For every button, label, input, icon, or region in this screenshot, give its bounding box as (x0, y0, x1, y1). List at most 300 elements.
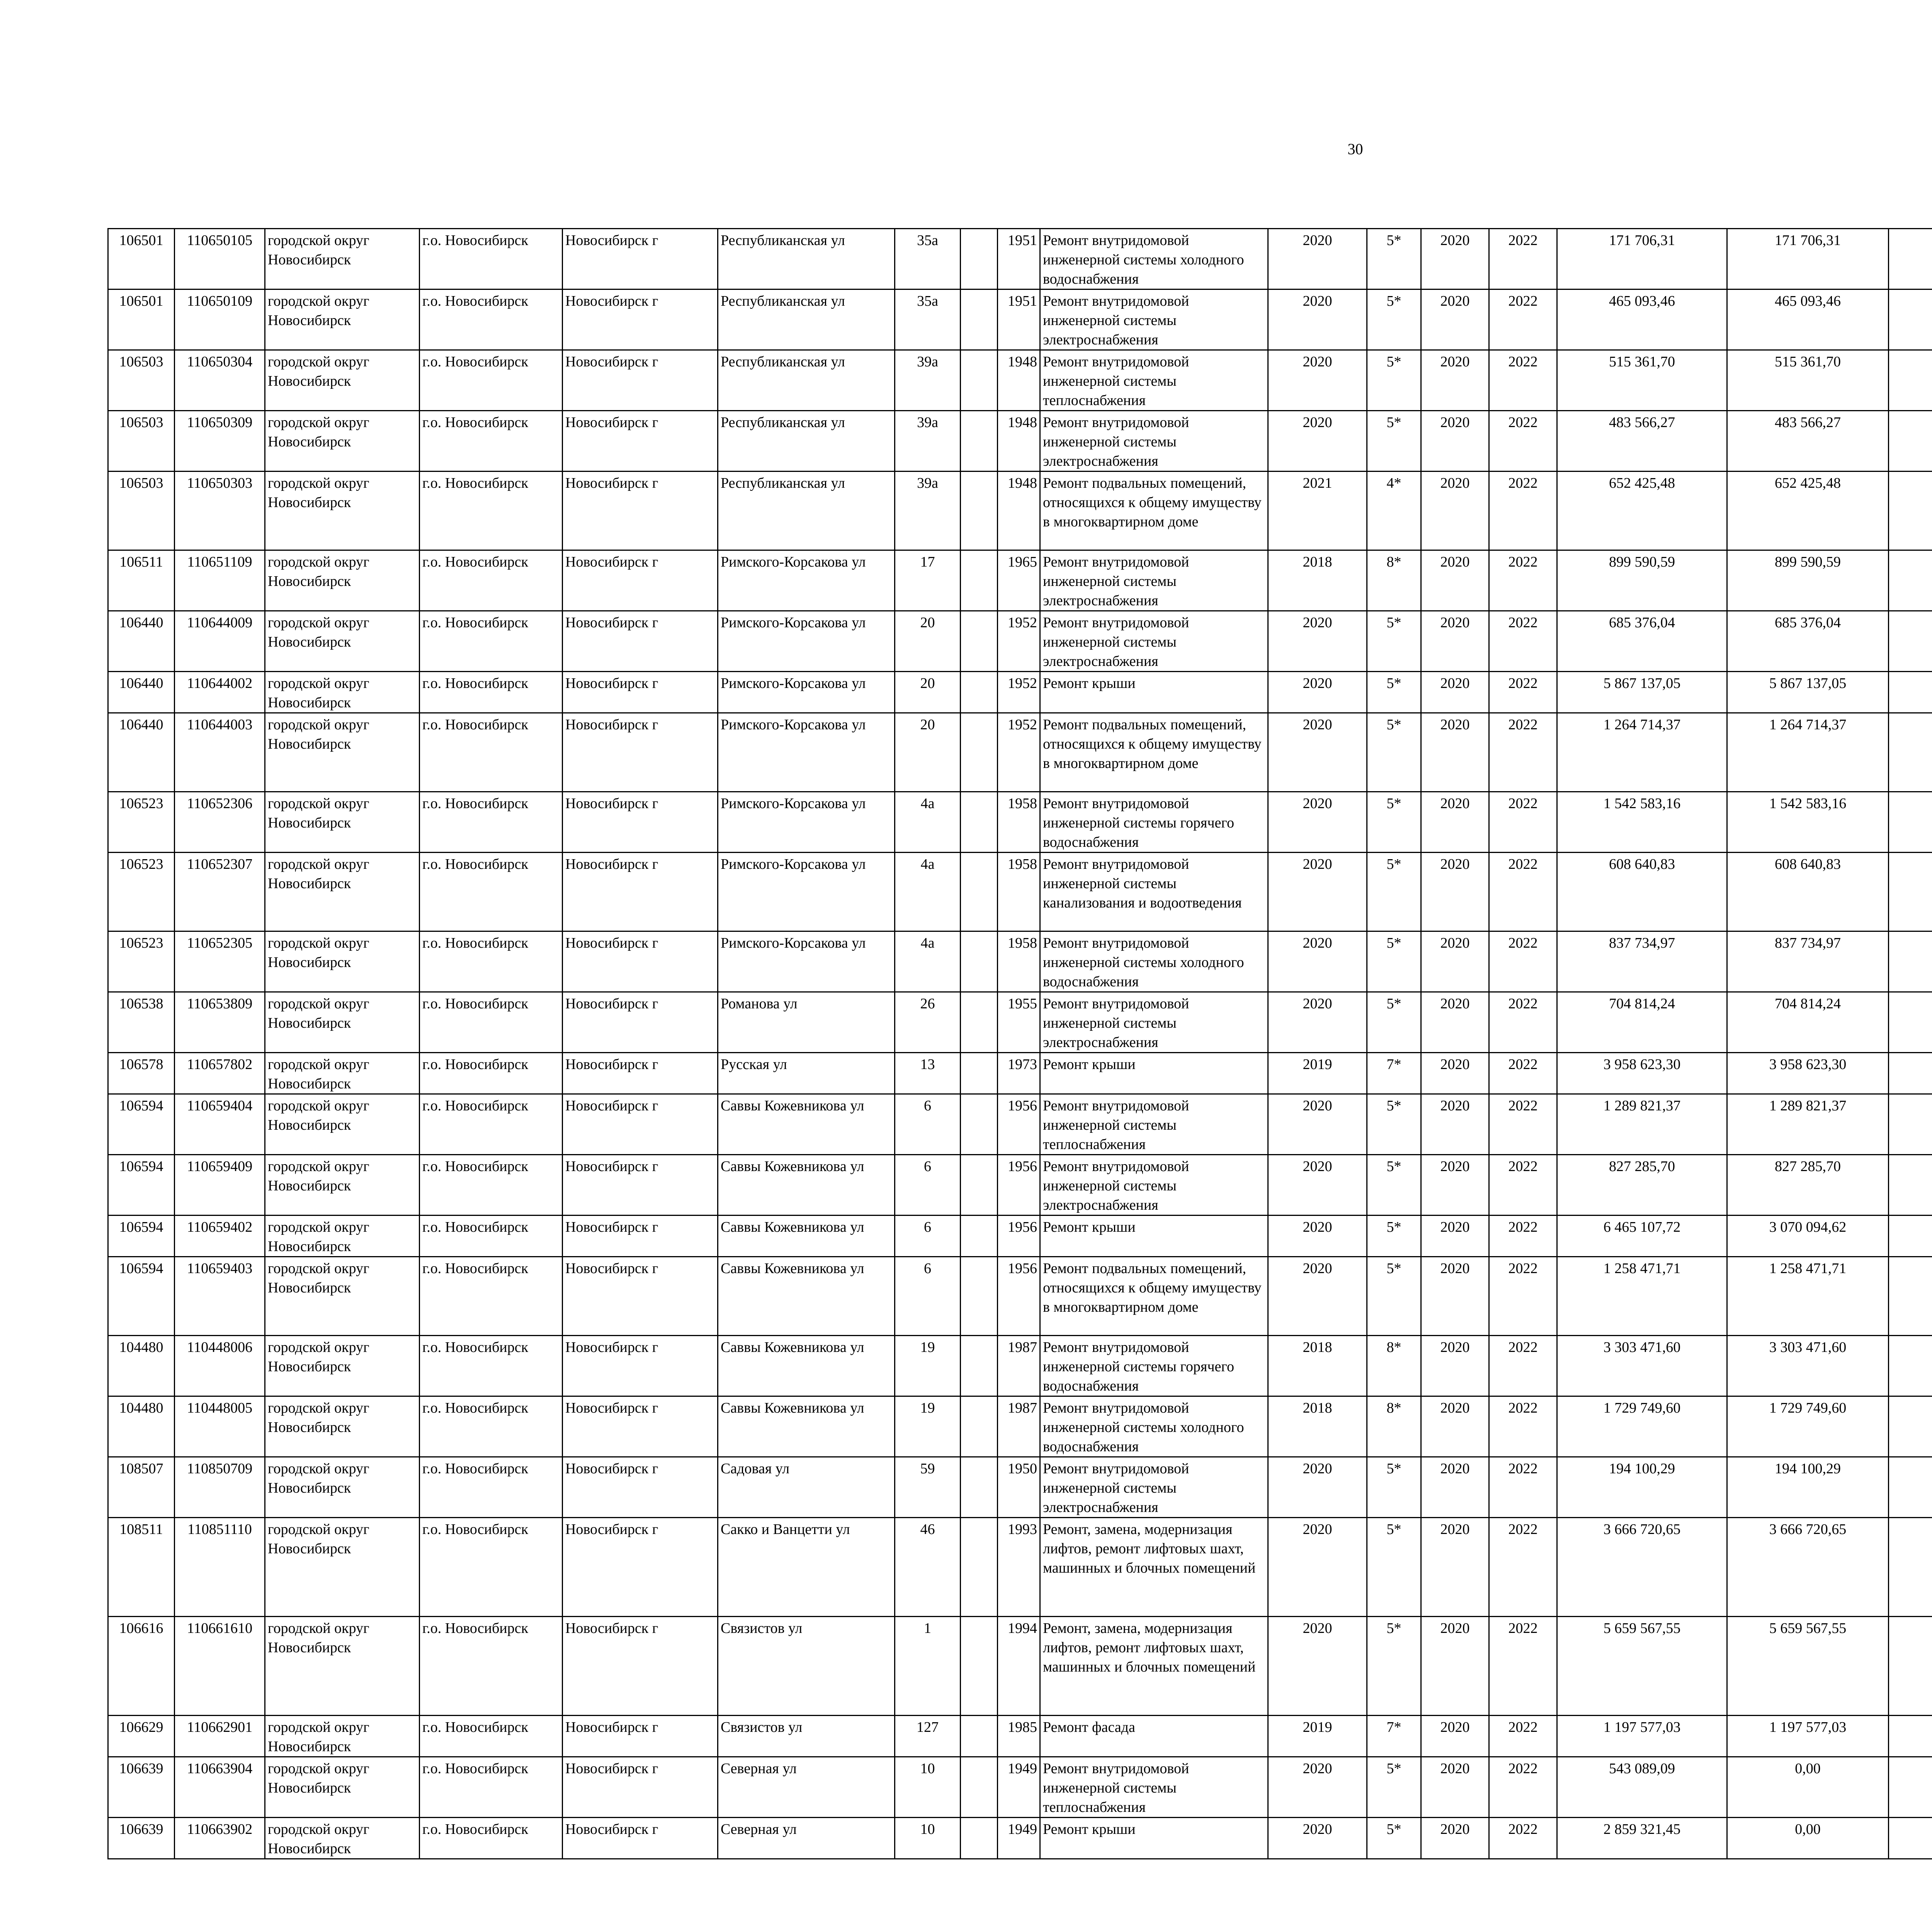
cell-street: Связистов ул (718, 1617, 895, 1716)
cell-plan-year: 2020 (1268, 1257, 1367, 1336)
cell-fund-cost: 5 867 137,05 (1727, 672, 1889, 713)
cell-city: Новосибирск г (563, 1716, 718, 1757)
cell-priority: 5* (1367, 853, 1421, 931)
cell-fund-cost: 899 590,59 (1727, 550, 1889, 611)
cell-empty (961, 1053, 998, 1094)
cell-street: Римского-Корсакова ул (718, 672, 895, 713)
table-row (108, 350, 1932, 411)
cell-city: Новосибирск г (563, 1216, 718, 1257)
cell-priority: 5* (1367, 931, 1421, 992)
cell-value-1 (1889, 792, 1932, 853)
cell-empty (961, 1617, 998, 1716)
cell-start-year: 2020 (1421, 350, 1489, 411)
cell-house-number: 6 (895, 1216, 961, 1257)
table-row (108, 1257, 1932, 1336)
cell-start-year: 2020 (1421, 713, 1489, 792)
cell-fund-cost: 465 093,46 (1727, 289, 1889, 350)
cell-start-year: 2020 (1421, 672, 1489, 713)
cell-city: Новосибирск г (563, 350, 718, 411)
cell-plan-year: 2020 (1268, 350, 1367, 411)
cell-city: Новосибирск г (563, 289, 718, 350)
cell-house-id: 106503 (108, 411, 175, 472)
cell-street: Римского-Корсакова ул (718, 931, 895, 992)
cell-house-number: 39а (895, 350, 961, 411)
cell-total-cost: 5 867 137,05 (1557, 672, 1727, 713)
cell-total-cost: 3 303 471,60 (1557, 1336, 1727, 1396)
cell-year-built: 1956 (998, 1155, 1040, 1216)
cell-city: Новосибирск г (563, 229, 718, 289)
cell-plan-year: 2019 (1268, 1716, 1367, 1757)
cell-work-code: 110644003 (175, 713, 265, 792)
cell-start-year: 2020 (1421, 1457, 1489, 1518)
cell-value-1 (1889, 1336, 1932, 1396)
cell-empty (961, 672, 998, 713)
cell-priority: 5* (1367, 792, 1421, 853)
cell-priority: 5* (1367, 1757, 1421, 1818)
cell-house-number: 127 (895, 1716, 961, 1757)
cell-total-cost: 837 734,97 (1557, 931, 1727, 992)
cell-house-id: 106578 (108, 1053, 175, 1094)
cell-work-code: 110652307 (175, 853, 265, 931)
cell-year-built: 1950 (998, 1457, 1040, 1518)
cell-work-type: Ремонт внутридомовой инженерной системы теплоснабжения (1040, 1094, 1268, 1155)
cell-priority: 5* (1367, 1216, 1421, 1257)
cell-priority: 5* (1367, 1457, 1421, 1518)
cell-work-type: Ремонт внутридомовой инженерной системы горячего водоснабжения (1040, 1336, 1268, 1396)
cell-municipality: городской округ Новосибирск (265, 1518, 420, 1617)
cell-municipality: городской округ Новосибирск (265, 713, 420, 792)
cell-year-built: 1949 (998, 1757, 1040, 1818)
cell-empty (961, 931, 998, 992)
cell-street: Римского-Корсакова ул (718, 550, 895, 611)
cell-fund-cost: 1 729 749,60 (1727, 1396, 1889, 1457)
cell-work-code: 110650309 (175, 411, 265, 472)
cell-municipality: городской округ Новосибирск (265, 550, 420, 611)
cell-work-type: Ремонт внутридомовой инженерной системы холодного водоснабжения (1040, 229, 1268, 289)
cell-city: Новосибирск г (563, 713, 718, 792)
cell-start-year: 2020 (1421, 611, 1489, 672)
cell-house-id: 106440 (108, 713, 175, 792)
cell-start-year: 2020 (1421, 853, 1489, 931)
cell-plan-year: 2020 (1268, 792, 1367, 853)
cell-value-1 (1889, 1216, 1932, 1257)
cell-district: г.о. Новосибирск (420, 1757, 563, 1818)
cell-district: г.о. Новосибирск (420, 1336, 563, 1396)
cell-house-number: 35а (895, 289, 961, 350)
cell-street: Саввы Кожевникова ул (718, 1094, 895, 1155)
cell-city: Новосибирск г (563, 792, 718, 853)
cell-empty (961, 1457, 998, 1518)
cell-empty (961, 853, 998, 931)
cell-plan-year: 2018 (1268, 1336, 1367, 1396)
cell-district: г.о. Новосибирск (420, 853, 563, 931)
cell-value-1 (1889, 1094, 1932, 1155)
cell-year-built: 1985 (998, 1716, 1040, 1757)
table-row (108, 1818, 1932, 1859)
cell-total-cost: 1 729 749,60 (1557, 1396, 1727, 1457)
cell-end-year: 2022 (1489, 1336, 1557, 1396)
cell-municipality: городской округ Новосибирск (265, 1617, 420, 1716)
cell-year-built: 1952 (998, 713, 1040, 792)
cell-total-cost: 1 289 821,37 (1557, 1094, 1727, 1155)
cell-work-type: Ремонт внутридомовой инженерной системы электроснабжения (1040, 992, 1268, 1053)
cell-district: г.о. Новосибирск (420, 1053, 563, 1094)
cell-street: Римского-Корсакова ул (718, 611, 895, 672)
cell-work-code: 110659403 (175, 1257, 265, 1336)
cell-fund-cost: 827 285,70 (1727, 1155, 1889, 1216)
table-row (108, 992, 1932, 1053)
cell-work-code: 110644002 (175, 672, 265, 713)
cell-house-number: 20 (895, 611, 961, 672)
cell-empty (961, 289, 998, 350)
cell-end-year: 2022 (1489, 611, 1557, 672)
table-row (108, 1336, 1932, 1396)
cell-street: Сакко и Ванцетти ул (718, 1518, 895, 1617)
cell-city: Новосибирск г (563, 853, 718, 931)
cell-start-year: 2020 (1421, 792, 1489, 853)
cell-city: Новосибирск г (563, 992, 718, 1053)
cell-district: г.о. Новосибирск (420, 1457, 563, 1518)
cell-house-id: 104480 (108, 1396, 175, 1457)
cell-street: Республиканская ул (718, 289, 895, 350)
cell-plan-year: 2020 (1268, 1818, 1367, 1859)
cell-district: г.о. Новосибирск (420, 1155, 563, 1216)
cell-year-built: 1987 (998, 1336, 1040, 1396)
cell-empty (961, 229, 998, 289)
cell-work-code: 110659404 (175, 1094, 265, 1155)
cell-house-id: 106501 (108, 229, 175, 289)
cell-start-year: 2020 (1421, 1216, 1489, 1257)
cell-start-year: 2020 (1421, 1518, 1489, 1617)
cell-municipality: городской округ Новосибирск (265, 1155, 420, 1216)
cell-street: Римского-Корсакова ул (718, 853, 895, 931)
cell-street: Саввы Кожевникова ул (718, 1216, 895, 1257)
cell-value-1 (1889, 1396, 1932, 1457)
cell-work-code: 110663902 (175, 1818, 265, 1859)
cell-work-code: 110851110 (175, 1518, 265, 1617)
cell-priority: 8* (1367, 1336, 1421, 1396)
cell-house-id: 106523 (108, 792, 175, 853)
cell-house-id: 106639 (108, 1818, 175, 1859)
cell-house-number: 39а (895, 472, 961, 550)
cell-work-code: 110650303 (175, 472, 265, 550)
cell-plan-year: 2020 (1268, 1457, 1367, 1518)
cell-priority: 7* (1367, 1716, 1421, 1757)
cell-value-1 (1889, 1757, 1932, 1818)
cell-district: г.о. Новосибирск (420, 713, 563, 792)
cell-empty (961, 1336, 998, 1396)
cell-city: Новосибирск г (563, 611, 718, 672)
cell-value-1 (1889, 992, 1932, 1053)
cell-work-type: Ремонт крыши (1040, 672, 1268, 713)
cell-plan-year: 2018 (1268, 1396, 1367, 1457)
cell-end-year: 2022 (1489, 411, 1557, 472)
cell-municipality: городской округ Новосибирск (265, 350, 420, 411)
cell-house-id: 106538 (108, 992, 175, 1053)
cell-year-built: 1987 (998, 1396, 1040, 1457)
cell-start-year: 2020 (1421, 931, 1489, 992)
table-row (108, 289, 1932, 350)
cell-total-cost: 465 093,46 (1557, 289, 1727, 350)
cell-value-1 (1889, 1716, 1932, 1757)
cell-total-cost: 1 197 577,03 (1557, 1716, 1727, 1757)
cell-house-number: 59 (895, 1457, 961, 1518)
cell-start-year: 2020 (1421, 1094, 1489, 1155)
cell-value-1 (1889, 611, 1932, 672)
table-row (108, 1053, 1932, 1094)
cell-plan-year: 2020 (1268, 1757, 1367, 1818)
cell-work-code: 110663904 (175, 1757, 265, 1818)
cell-total-cost: 685 376,04 (1557, 611, 1727, 672)
cell-house-number: 46 (895, 1518, 961, 1617)
cell-year-built: 1952 (998, 611, 1040, 672)
cell-municipality: городской округ Новосибирск (265, 229, 420, 289)
cell-priority: 5* (1367, 672, 1421, 713)
cell-house-id: 106511 (108, 550, 175, 611)
cell-total-cost: 543 089,09 (1557, 1757, 1727, 1818)
cell-fund-cost: 0,00 (1727, 1757, 1889, 1818)
cell-district: г.о. Новосибирск (420, 1518, 563, 1617)
cell-municipality: городской округ Новосибирск (265, 1716, 420, 1757)
cell-total-cost: 1 258 471,71 (1557, 1257, 1727, 1336)
cell-total-cost: 1 542 583,16 (1557, 792, 1727, 853)
cell-fund-cost: 171 706,31 (1727, 229, 1889, 289)
cell-total-cost: 899 590,59 (1557, 550, 1727, 611)
page-number: 30 (1347, 140, 1363, 158)
cell-municipality: городской округ Новосибирск (265, 672, 420, 713)
cell-plan-year: 2020 (1268, 713, 1367, 792)
cell-municipality: городской округ Новосибирск (265, 1396, 420, 1457)
cell-value-1 (1889, 350, 1932, 411)
cell-work-code: 110657802 (175, 1053, 265, 1094)
cell-house-id: 106440 (108, 672, 175, 713)
cell-start-year: 2020 (1421, 1257, 1489, 1336)
cell-house-id: 104480 (108, 1336, 175, 1396)
cell-street: Римского-Корсакова ул (718, 713, 895, 792)
cell-house-number: 6 (895, 1094, 961, 1155)
cell-city: Новосибирск г (563, 1155, 718, 1216)
cell-municipality: городской округ Новосибирск (265, 1818, 420, 1859)
cell-city: Новосибирск г (563, 1094, 718, 1155)
cell-house-number: 4а (895, 853, 961, 931)
cell-year-built: 1956 (998, 1216, 1040, 1257)
table-row (108, 1716, 1932, 1757)
cell-start-year: 2020 (1421, 1396, 1489, 1457)
cell-end-year: 2022 (1489, 853, 1557, 931)
cell-value-1 (1889, 1457, 1932, 1518)
cell-municipality: городской округ Новосибирск (265, 1053, 420, 1094)
cell-city: Новосибирск г (563, 1518, 718, 1617)
table-row (108, 550, 1932, 611)
cell-end-year: 2022 (1489, 713, 1557, 792)
cell-house-number: 1 (895, 1617, 961, 1716)
cell-start-year: 2020 (1421, 1617, 1489, 1716)
cell-work-code: 110651109 (175, 550, 265, 611)
cell-end-year: 2022 (1489, 1757, 1557, 1818)
cell-city: Новосибирск г (563, 672, 718, 713)
cell-work-type: Ремонт внутридомовой инженерной системы электроснабжения (1040, 550, 1268, 611)
cell-district: г.о. Новосибирск (420, 229, 563, 289)
cell-municipality: городской округ Новосибирск (265, 289, 420, 350)
cell-municipality: городской округ Новосибирск (265, 1257, 420, 1336)
cell-year-built: 1965 (998, 550, 1040, 611)
cell-city: Новосибирск г (563, 472, 718, 550)
cell-end-year: 2022 (1489, 350, 1557, 411)
cell-house-number: 4а (895, 792, 961, 853)
cell-total-cost: 827 285,70 (1557, 1155, 1727, 1216)
cell-value-1 (1889, 289, 1932, 350)
cell-priority: 5* (1367, 350, 1421, 411)
cell-municipality: городской округ Новосибирск (265, 611, 420, 672)
cell-plan-year: 2019 (1268, 1053, 1367, 1094)
cell-total-cost: 704 814,24 (1557, 992, 1727, 1053)
table-row (108, 853, 1932, 931)
cell-work-type: Ремонт фасада (1040, 1716, 1268, 1757)
cell-start-year: 2020 (1421, 1757, 1489, 1818)
cell-end-year: 2022 (1489, 229, 1557, 289)
cell-year-built: 1956 (998, 1257, 1040, 1336)
cell-work-type: Ремонт внутридомовой инженерной системы холодного водоснабжения (1040, 1396, 1268, 1457)
cell-work-code: 110448006 (175, 1336, 265, 1396)
cell-work-type: Ремонт внутридомовой инженерной системы электроснабжения (1040, 611, 1268, 672)
cell-value-1 (1889, 472, 1932, 550)
cell-start-year: 2020 (1421, 229, 1489, 289)
cell-end-year: 2022 (1489, 672, 1557, 713)
cell-street: Саввы Кожевникова ул (718, 1155, 895, 1216)
cell-year-built: 1958 (998, 853, 1040, 931)
cell-value-1 (1889, 411, 1932, 472)
cell-value-1 (1889, 713, 1932, 792)
table-row (108, 229, 1932, 289)
cell-work-type: Ремонт крыши (1040, 1216, 1268, 1257)
cell-year-built: 1951 (998, 229, 1040, 289)
cell-district: г.о. Новосибирск (420, 1818, 563, 1859)
cell-start-year: 2020 (1421, 550, 1489, 611)
cell-empty (961, 1396, 998, 1457)
cell-house-id: 106440 (108, 611, 175, 672)
cell-house-number: 4а (895, 931, 961, 992)
cell-municipality: городской округ Новосибирск (265, 853, 420, 931)
table-row (108, 792, 1932, 853)
cell-value-1 (1889, 853, 1932, 931)
table-row (108, 472, 1932, 550)
cell-street: Республиканская ул (718, 472, 895, 550)
cell-priority: 5* (1367, 289, 1421, 350)
cell-end-year: 2022 (1489, 1216, 1557, 1257)
cell-year-built: 1993 (998, 1518, 1040, 1617)
table-row (108, 1457, 1932, 1518)
cell-city: Новосибирск г (563, 931, 718, 992)
cell-city: Новосибирск г (563, 1757, 718, 1818)
cell-house-number: 19 (895, 1336, 961, 1396)
cell-house-id: 106503 (108, 350, 175, 411)
cell-house-id: 106594 (108, 1257, 175, 1336)
cell-district: г.о. Новосибирск (420, 289, 563, 350)
cell-priority: 4* (1367, 472, 1421, 550)
cell-city: Новосибирск г (563, 550, 718, 611)
cell-fund-cost: 1 289 821,37 (1727, 1094, 1889, 1155)
cell-total-cost: 6 465 107,72 (1557, 1216, 1727, 1257)
cell-year-built: 1948 (998, 350, 1040, 411)
cell-empty (961, 792, 998, 853)
cell-house-id: 106503 (108, 472, 175, 550)
cell-district: г.о. Новосибирск (420, 792, 563, 853)
cell-total-cost: 194 100,29 (1557, 1457, 1727, 1518)
cell-start-year: 2020 (1421, 411, 1489, 472)
cell-end-year: 2022 (1489, 1457, 1557, 1518)
cell-house-number: 26 (895, 992, 961, 1053)
cell-end-year: 2022 (1489, 550, 1557, 611)
cell-total-cost: 608 640,83 (1557, 853, 1727, 931)
cell-municipality: городской округ Новосибирск (265, 472, 420, 550)
cell-start-year: 2020 (1421, 1053, 1489, 1094)
cell-start-year: 2020 (1421, 1336, 1489, 1396)
cell-work-type: Ремонт крыши (1040, 1818, 1268, 1859)
cell-total-cost: 483 566,27 (1557, 411, 1727, 472)
cell-value-1 (1889, 1257, 1932, 1336)
cell-end-year: 2022 (1489, 1053, 1557, 1094)
cell-municipality: городской округ Новосибирск (265, 1457, 420, 1518)
cell-year-built: 1994 (998, 1617, 1040, 1716)
cell-empty (961, 472, 998, 550)
cell-empty (961, 1716, 998, 1757)
cell-district: г.о. Новосибирск (420, 1617, 563, 1716)
cell-district: г.о. Новосибирск (420, 1716, 563, 1757)
cell-fund-cost: 685 376,04 (1727, 611, 1889, 672)
cell-work-code: 110652306 (175, 792, 265, 853)
cell-work-type: Ремонт внутридомовой инженерной системы теплоснабжения (1040, 1757, 1268, 1818)
table-row (108, 931, 1932, 992)
cell-empty (961, 713, 998, 792)
cell-work-code: 110659409 (175, 1155, 265, 1216)
cell-work-code: 110653809 (175, 992, 265, 1053)
table-row (108, 1518, 1932, 1617)
cell-plan-year: 2020 (1268, 1155, 1367, 1216)
cell-house-number: 20 (895, 713, 961, 792)
cell-city: Новосибирск г (563, 1457, 718, 1518)
cell-end-year: 2022 (1489, 1094, 1557, 1155)
cell-work-code: 110652305 (175, 931, 265, 992)
cell-year-built: 1948 (998, 472, 1040, 550)
cell-city: Новосибирск г (563, 1257, 718, 1336)
cell-house-id: 106523 (108, 931, 175, 992)
cell-municipality: городской округ Новосибирск (265, 1336, 420, 1396)
cell-value-1 (1889, 229, 1932, 289)
cell-city: Новосибирск г (563, 411, 718, 472)
cell-house-id: 106501 (108, 289, 175, 350)
cell-work-code: 110650304 (175, 350, 265, 411)
cell-empty (961, 350, 998, 411)
cell-total-cost: 652 425,48 (1557, 472, 1727, 550)
cell-street: Северная ул (718, 1818, 895, 1859)
cell-plan-year: 2020 (1268, 611, 1367, 672)
cell-district: г.о. Новосибирск (420, 411, 563, 472)
cell-value-1 (1889, 672, 1932, 713)
cell-value-1 (1889, 1518, 1932, 1617)
cell-fund-cost: 483 566,27 (1727, 411, 1889, 472)
cell-total-cost: 171 706,31 (1557, 229, 1727, 289)
cell-empty (961, 1155, 998, 1216)
cell-end-year: 2022 (1489, 1518, 1557, 1617)
cell-work-code: 110662901 (175, 1716, 265, 1757)
cell-municipality: городской округ Новосибирск (265, 792, 420, 853)
capital-repair-table (107, 228, 1932, 1859)
cell-end-year: 2022 (1489, 1396, 1557, 1457)
cell-fund-cost: 3 070 094,62 (1727, 1216, 1889, 1257)
cell-fund-cost: 3 666 720,65 (1727, 1518, 1889, 1617)
cell-end-year: 2022 (1489, 1617, 1557, 1716)
cell-fund-cost: 652 425,48 (1727, 472, 1889, 550)
